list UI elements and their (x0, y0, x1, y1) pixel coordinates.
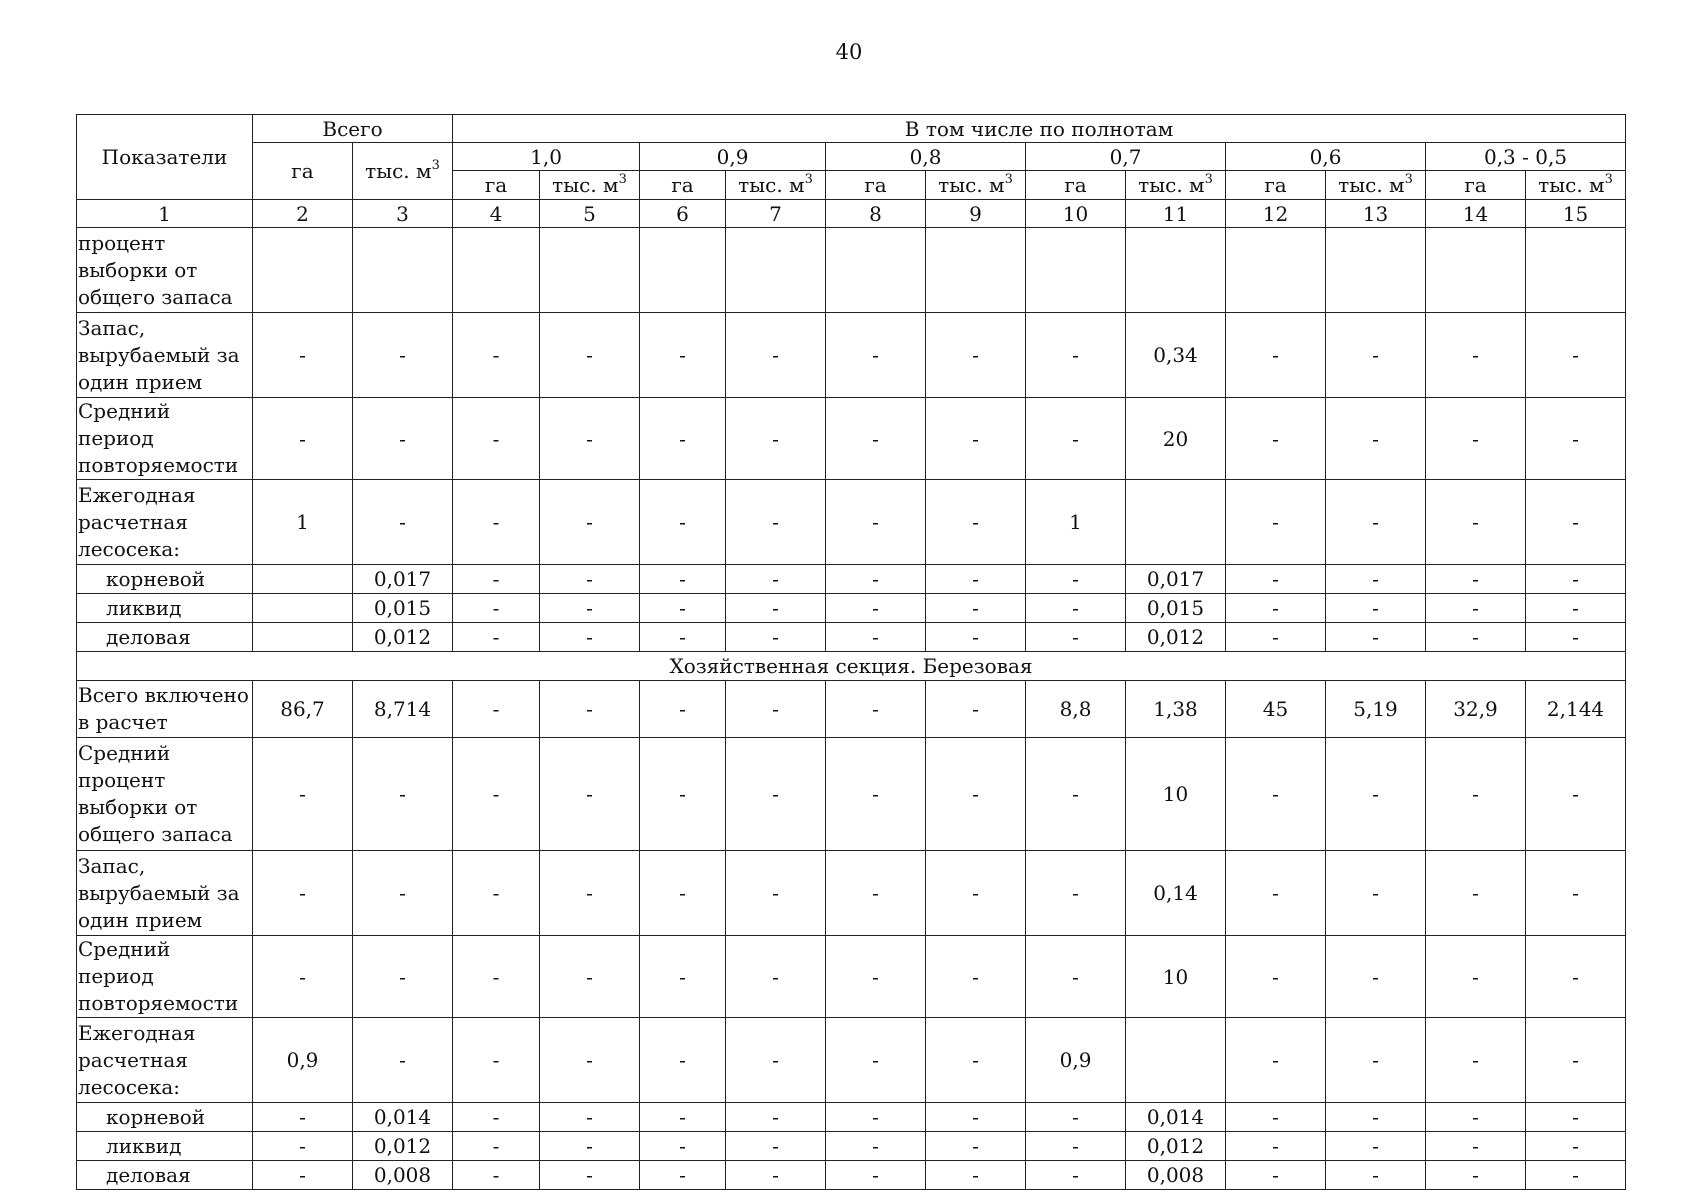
table-cell: - (1026, 398, 1126, 480)
table-cell: - (1526, 480, 1626, 565)
table-cell: - (1226, 398, 1326, 480)
table-cell (726, 228, 826, 313)
header-unit-vol: тыс. $м^3$ (726, 171, 826, 200)
header-unit-vol: тыс. $м^3$ (926, 171, 1026, 200)
table-row (77, 936, 1626, 1018)
table-cell: - (1526, 851, 1626, 936)
row-label: ликвид (77, 1132, 253, 1161)
table-cell: - (353, 313, 453, 398)
table-cell: - (640, 1103, 726, 1132)
table-cell: 0,017 (353, 565, 453, 594)
table-cell: 0,9 (1026, 1018, 1126, 1103)
column-number: 2 (253, 200, 353, 228)
header-unit-ha: га (826, 171, 926, 200)
table-cell: - (1426, 936, 1526, 1018)
row-label: Средний период повторяемости (77, 936, 253, 1018)
table-cell: - (1426, 480, 1526, 565)
table-cell: 0,14 (1126, 851, 1226, 936)
table-cell: 0,9 (253, 1018, 353, 1103)
table-cell: - (1526, 1103, 1626, 1132)
column-number: 1 (77, 200, 253, 228)
felling-table (76, 114, 1626, 1190)
header-density: 0,6 (1226, 143, 1426, 171)
column-number: 7 (726, 200, 826, 228)
table-cell: - (453, 623, 540, 652)
table-cell: - (640, 1132, 726, 1161)
header-unit-ha: га (640, 171, 726, 200)
table-cell: - (453, 681, 540, 738)
table-cell: - (453, 480, 540, 565)
table-cell: - (1226, 623, 1326, 652)
table-cell: - (826, 851, 926, 936)
table-cell: - (353, 480, 453, 565)
row-label: деловая (77, 1161, 253, 1190)
table-cell: - (926, 480, 1026, 565)
table-cell: - (1426, 565, 1526, 594)
column-number: 9 (926, 200, 1026, 228)
table-cell: - (1026, 594, 1126, 623)
table-cell: - (540, 1103, 640, 1132)
header-density: 0,7 (1026, 143, 1226, 171)
header-density: 0,9 (640, 143, 826, 171)
table-cell: - (1226, 565, 1326, 594)
table-cell: - (540, 623, 640, 652)
table-row (77, 565, 1626, 594)
table-cell: - (826, 1132, 926, 1161)
table-cell: - (640, 681, 726, 738)
table-cell (926, 228, 1026, 313)
table-cell (453, 228, 540, 313)
table-cell: - (1326, 480, 1426, 565)
table-row (77, 313, 1626, 398)
section-title: Хозяйственная секция. Березовая (77, 652, 1626, 681)
table-cell: - (726, 851, 826, 936)
table-row (77, 738, 1626, 851)
table-cell: - (1526, 1132, 1626, 1161)
column-number: 3 (353, 200, 453, 228)
table-row (77, 1132, 1626, 1161)
table-cell (1226, 228, 1326, 313)
table-cell: - (726, 565, 826, 594)
table-cell: - (1026, 623, 1126, 652)
table-cell: - (1426, 851, 1526, 936)
table-cell (1126, 480, 1226, 565)
table-cell: - (353, 1018, 453, 1103)
table-cell (253, 228, 353, 313)
table-cell: - (540, 1018, 640, 1103)
table-cell: - (1326, 1018, 1426, 1103)
table-cell: - (1226, 313, 1326, 398)
table-cell: 0,015 (353, 594, 453, 623)
table-cell: - (1326, 398, 1426, 480)
header-unit-ha: га (1226, 171, 1326, 200)
table-cell: - (926, 681, 1026, 738)
table-cell (253, 565, 353, 594)
table-cell: - (253, 1132, 353, 1161)
table-cell: 0,008 (1126, 1161, 1226, 1190)
table-cell: 8,8 (1026, 681, 1126, 738)
table-cell: - (540, 313, 640, 398)
table-cell: - (1026, 1132, 1126, 1161)
header-density: 1,0 (453, 143, 640, 171)
table-cell: - (826, 1018, 926, 1103)
table-cell: 2,144 (1526, 681, 1626, 738)
table-cell: - (1026, 936, 1126, 1018)
table-cell: - (926, 936, 1026, 1018)
table-cell: - (1526, 738, 1626, 851)
header-unit-vol: тыс. $м^3$ (1526, 171, 1626, 200)
table-cell: - (640, 623, 726, 652)
table-cell: - (1326, 1132, 1426, 1161)
table-cell: - (453, 398, 540, 480)
table-cell: 8,714 (353, 681, 453, 738)
column-number: 13 (1326, 200, 1426, 228)
table-cell: - (540, 738, 640, 851)
column-number: 4 (453, 200, 540, 228)
table-cell: - (1026, 1103, 1126, 1132)
table-row (77, 594, 1626, 623)
table-cell: - (1526, 623, 1626, 652)
table-cell: - (453, 594, 540, 623)
table-cell: - (540, 681, 640, 738)
table-cell: - (640, 565, 726, 594)
table-row (77, 228, 1626, 313)
table-cell: - (640, 936, 726, 1018)
table-cell: - (1426, 1132, 1526, 1161)
table-cell: - (1226, 851, 1326, 936)
table-cell (1126, 1018, 1226, 1103)
column-number: 15 (1526, 200, 1626, 228)
table-cell: - (1026, 738, 1126, 851)
table-cell: - (540, 1161, 640, 1190)
table-cell: 0,34 (1126, 313, 1226, 398)
table-cell: - (1026, 1161, 1126, 1190)
table-cell: - (1326, 936, 1426, 1018)
table-cell: - (453, 565, 540, 594)
page-number: 40 (835, 40, 863, 64)
table-cell: - (1226, 1132, 1326, 1161)
table-cell: - (826, 936, 926, 1018)
table-cell: - (540, 398, 640, 480)
table-cell: - (726, 1132, 826, 1161)
table-cell: - (926, 1103, 1026, 1132)
header-unit-vol: тыс. $м^3$ (1126, 171, 1226, 200)
table-cell: - (1026, 565, 1126, 594)
table-cell: - (1326, 313, 1426, 398)
table-row (77, 398, 1626, 480)
table-cell: - (726, 936, 826, 1018)
table-cell: - (640, 594, 726, 623)
row-label: деловая (77, 623, 253, 652)
table-cell: - (540, 1132, 640, 1161)
table-cell: 0,015 (1126, 594, 1226, 623)
header-unit-ha: га (453, 171, 540, 200)
row-label: Средний процент выборки от общего запаса (77, 738, 253, 851)
table-cell: 10 (1126, 738, 1226, 851)
column-number: 10 (1026, 200, 1126, 228)
header-unit-vol: тыс. $м^3$ (1326, 171, 1426, 200)
table-cell: - (726, 623, 826, 652)
table-row (77, 623, 1626, 652)
table-cell: - (926, 1161, 1026, 1190)
table-cell: 32,9 (1426, 681, 1526, 738)
row-label: Ежегодная расчетная лесосека: (77, 480, 253, 565)
table-cell: - (253, 851, 353, 936)
table-cell: - (926, 623, 1026, 652)
table-cell: - (453, 1018, 540, 1103)
table-cell: - (1326, 851, 1426, 936)
header-unit-ha: га (1026, 171, 1126, 200)
table-cell: - (540, 851, 640, 936)
table-cell (1026, 228, 1126, 313)
column-number: 11 (1126, 200, 1226, 228)
table-cell: - (1526, 313, 1626, 398)
table-cell: 1,38 (1126, 681, 1226, 738)
table-cell: - (453, 1132, 540, 1161)
table-cell: - (1526, 565, 1626, 594)
table-row (77, 681, 1626, 738)
table-cell: - (926, 313, 1026, 398)
table-cell: 0,012 (1126, 1132, 1226, 1161)
header-unit-vol: тыс. $м^3$ (540, 171, 640, 200)
table-cell: - (1326, 594, 1426, 623)
table-cell (353, 228, 453, 313)
table-cell: - (253, 936, 353, 1018)
table-cell: 0,012 (353, 1132, 453, 1161)
table-cell: - (253, 738, 353, 851)
row-label: Всего включено в расчет (77, 681, 253, 738)
table-cell: - (726, 480, 826, 565)
table-cell: - (353, 398, 453, 480)
table-cell: - (540, 594, 640, 623)
table-cell: - (826, 565, 926, 594)
column-number: 5 (540, 200, 640, 228)
table-cell: - (1326, 623, 1426, 652)
table-cell: - (826, 623, 926, 652)
table-cell: - (726, 313, 826, 398)
column-number: 14 (1426, 200, 1526, 228)
table-cell: - (726, 1018, 826, 1103)
table-cell (1526, 228, 1626, 313)
table-cell: - (826, 398, 926, 480)
table-cell: - (1526, 936, 1626, 1018)
table-cell: - (353, 851, 453, 936)
table-cell: - (253, 1103, 353, 1132)
table-cell (540, 228, 640, 313)
table-cell: - (253, 313, 353, 398)
table-cell: - (1226, 480, 1326, 565)
table-cell: - (1526, 1161, 1626, 1190)
table-cell: - (926, 851, 1026, 936)
table-cell: 0,012 (353, 623, 453, 652)
table-cell: - (926, 1132, 1026, 1161)
table-cell: - (826, 594, 926, 623)
table-cell: - (1326, 738, 1426, 851)
table-cell: - (253, 398, 353, 480)
table-cell: - (453, 1103, 540, 1132)
table-cell (1426, 228, 1526, 313)
table-cell: - (1226, 1103, 1326, 1132)
table-cell: 0,008 (353, 1161, 453, 1190)
table-cell: - (726, 1103, 826, 1132)
row-label: процент выборки от общего запаса (77, 228, 253, 313)
table-cell: 5,19 (1326, 681, 1426, 738)
table-cell: - (540, 480, 640, 565)
table-cell: - (1326, 1161, 1426, 1190)
table-cell: - (353, 936, 453, 1018)
table-cell: - (826, 1161, 926, 1190)
table-cell: - (1226, 594, 1326, 623)
header-unit-ha: га (1426, 171, 1526, 200)
table-cell: - (826, 738, 926, 851)
table-cell (253, 594, 353, 623)
header-density: 0,8 (826, 143, 1026, 171)
table-cell: - (640, 851, 726, 936)
table-cell: - (726, 1161, 826, 1190)
table-cell: - (1426, 1161, 1526, 1190)
table-cell: 1 (253, 480, 353, 565)
table-cell: - (453, 313, 540, 398)
header-total-vol: тыс. $м^3$ (353, 143, 453, 200)
table-cell: - (1526, 1018, 1626, 1103)
table-cell: - (926, 594, 1026, 623)
table-cell: - (253, 1161, 353, 1190)
table-cell: - (726, 681, 826, 738)
header-total: Всего (253, 115, 453, 143)
table-cell: 0,017 (1126, 565, 1226, 594)
table-cell: - (1426, 1018, 1526, 1103)
header-density: 0,3 - 0,5 (1426, 143, 1626, 171)
table-cell: - (826, 313, 926, 398)
table-cell: 20 (1126, 398, 1226, 480)
table-cell: - (1426, 738, 1526, 851)
table-row (77, 851, 1626, 936)
row-label: Запас, вырубаемый за один прием (77, 851, 253, 936)
table-cell (253, 623, 353, 652)
table-cell: 1 (1026, 480, 1126, 565)
table-cell: - (926, 1018, 1026, 1103)
table-cell: - (1226, 738, 1326, 851)
table-cell: - (640, 1161, 726, 1190)
table-cell: - (1426, 398, 1526, 480)
table-cell: - (826, 681, 926, 738)
table-cell: - (1526, 594, 1626, 623)
table-cell: - (453, 1161, 540, 1190)
table-cell (826, 228, 926, 313)
table-cell: 0,014 (1126, 1103, 1226, 1132)
table-cell: - (640, 398, 726, 480)
table-cell: - (1426, 623, 1526, 652)
column-number: 6 (640, 200, 726, 228)
table-cell: - (826, 1103, 926, 1132)
table-cell: - (1226, 936, 1326, 1018)
header-indicators: Показатели (77, 115, 253, 200)
table-cell: - (453, 738, 540, 851)
row-label: Запас, вырубаемый за один прием (77, 313, 253, 398)
table-cell: - (926, 738, 1026, 851)
table-cell: - (1426, 1103, 1526, 1132)
column-number: 12 (1226, 200, 1326, 228)
table-cell: - (540, 565, 640, 594)
table-row (77, 1018, 1626, 1103)
table-cell: - (1226, 1018, 1326, 1103)
table-cell: - (1526, 398, 1626, 480)
table-cell: - (453, 851, 540, 936)
table-row (77, 1103, 1626, 1132)
table-cell: 0,012 (1126, 623, 1226, 652)
table-cell: - (826, 480, 926, 565)
row-label: Ежегодная расчетная лесосека: (77, 1018, 253, 1103)
header-total-ha: га (253, 143, 353, 200)
table-cell: - (1326, 565, 1426, 594)
table-cell: - (726, 594, 826, 623)
table-cell: - (1026, 851, 1126, 936)
row-label: Средний период повторяемости (77, 398, 253, 480)
table-cell: 0,014 (353, 1103, 453, 1132)
table-cell: - (926, 565, 1026, 594)
table-cell: - (640, 738, 726, 851)
table-cell: - (640, 480, 726, 565)
table-cell: - (1226, 1161, 1326, 1190)
table-row (77, 480, 1626, 565)
table-cell: - (1426, 594, 1526, 623)
row-label: ликвид (77, 594, 253, 623)
table-cell: - (1326, 1103, 1426, 1132)
table-cell: 10 (1126, 936, 1226, 1018)
table-cell (1326, 228, 1426, 313)
header-by-density: В том числе по полнотам (453, 115, 1626, 143)
section-row (77, 652, 1626, 681)
column-number: 8 (826, 200, 926, 228)
table-cell: - (353, 738, 453, 851)
table-cell: 86,7 (253, 681, 353, 738)
table-row (77, 1161, 1626, 1190)
table-cell: - (926, 398, 1026, 480)
table-cell: - (640, 1018, 726, 1103)
table-cell: - (540, 936, 640, 1018)
table-cell (640, 228, 726, 313)
table-cell: - (726, 738, 826, 851)
table-cell: 45 (1226, 681, 1326, 738)
table-cell: - (1026, 313, 1126, 398)
table-cell: - (640, 313, 726, 398)
table-cell: - (1426, 313, 1526, 398)
table-cell: - (453, 936, 540, 1018)
table-cell: - (726, 398, 826, 480)
row-label: корневой (77, 1103, 253, 1132)
table-cell (1126, 228, 1226, 313)
row-label: корневой (77, 565, 253, 594)
